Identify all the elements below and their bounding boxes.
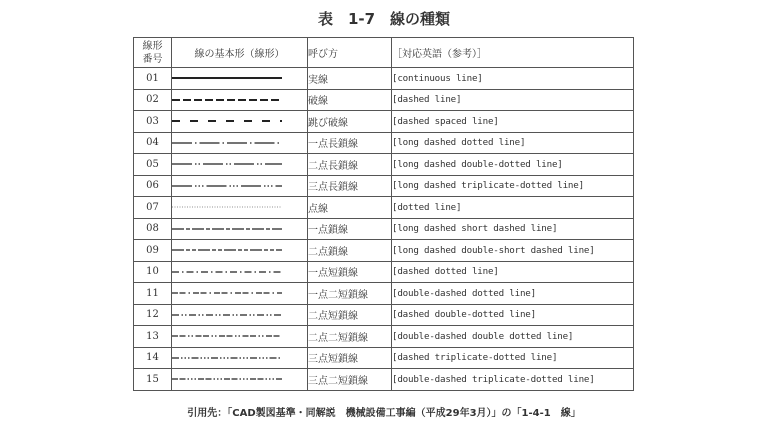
line-sample-cell [172, 68, 308, 90]
table-body [134, 68, 634, 391]
table-header-row [134, 38, 634, 68]
line-sample-graphic [172, 311, 282, 319]
line-sample-cell [172, 326, 308, 348]
line-sample-cell [172, 132, 308, 154]
line-sample-graphic [172, 160, 282, 168]
english-name-cell: [double-dashed double dotted line] [392, 326, 634, 348]
line-name-cell: 実線 [308, 68, 392, 90]
line-number-cell: 10 [134, 261, 172, 283]
line-name-cell: 跳び破線 [308, 111, 392, 133]
header-line-shape: 線の基本形（線形） [172, 38, 308, 68]
english-name-cell: [long dashed short dashed line] [392, 218, 634, 240]
english-name-cell: [dashed double-dotted line] [392, 304, 634, 326]
table-row [134, 326, 634, 348]
line-name-cell: 三点長鎖線 [308, 175, 392, 197]
line-sample-cell [172, 111, 308, 133]
header-line-number-top: 線形 [142, 40, 163, 52]
line-name-cell: 二点短鎖線 [308, 304, 392, 326]
line-number-cell: 04 [134, 132, 172, 154]
line-sample-graphic [172, 74, 282, 82]
table-row [134, 261, 634, 283]
table-row [134, 89, 634, 111]
line-sample-graphic [172, 117, 282, 125]
line-sample-graphic [172, 375, 282, 383]
line-sample-cell [172, 304, 308, 326]
english-name-cell: [dashed spaced line] [392, 111, 634, 133]
page-title: 表 1-7 線の種類 [317, 10, 451, 28]
header-english-name: ［対応英語（参考）］ [392, 38, 634, 68]
english-name-cell: [long dashed double-short dashed line] [392, 240, 634, 262]
line-number-cell: 07 [134, 197, 172, 219]
line-sample-cell [172, 154, 308, 176]
line-sample-graphic [172, 332, 282, 340]
table-row [134, 240, 634, 262]
line-number-cell: 09 [134, 240, 172, 262]
line-sample-graphic [172, 225, 282, 233]
line-sample-cell [172, 175, 308, 197]
line-sample-cell [172, 347, 308, 369]
line-sample-graphic [172, 289, 282, 297]
line-sample-graphic [172, 268, 282, 276]
line-sample-cell [172, 240, 308, 262]
line-sample-cell [172, 197, 308, 219]
line-number-cell: 08 [134, 218, 172, 240]
english-name-cell: [double-dashed dotted line] [392, 283, 634, 305]
line-sample-cell [172, 218, 308, 240]
line-number-cell: 05 [134, 154, 172, 176]
english-name-cell: [double-dashed triplicate-dotted line] [392, 369, 634, 391]
english-name-cell: [long dashed double-dotted line] [392, 154, 634, 176]
line-types-table [133, 37, 634, 391]
line-number-cell: 03 [134, 111, 172, 133]
line-sample-cell [172, 261, 308, 283]
english-name-cell: [continuous line] [392, 68, 634, 90]
source-caption: 引用先：「CAD製図基準・同解説 機械設備工事編（平成29年3月）」の「1-4-1 線」 [187, 408, 581, 419]
table-row [134, 111, 634, 133]
english-name-cell: [dashed dotted line] [392, 261, 634, 283]
line-sample-cell [172, 89, 308, 111]
english-name-cell: [dashed triplicate-dotted line] [392, 347, 634, 369]
line-number-cell: 14 [134, 347, 172, 369]
table-row [134, 304, 634, 326]
table-row [134, 369, 634, 391]
line-name-cell: 一点短鎖線 [308, 261, 392, 283]
line-sample-graphic [172, 96, 282, 104]
line-number-cell: 15 [134, 369, 172, 391]
english-name-cell: [dotted line] [392, 197, 634, 219]
line-number-cell: 12 [134, 304, 172, 326]
header-line-name: 呼び方 [308, 38, 392, 68]
line-number-cell: 02 [134, 89, 172, 111]
header-line-number [134, 38, 172, 68]
table-row [134, 283, 634, 305]
table-row [134, 132, 634, 154]
table-row [134, 175, 634, 197]
line-number-cell: 01 [134, 68, 172, 90]
line-sample-graphic [172, 139, 282, 147]
english-name-cell: [long dashed triplicate-dotted line] [392, 175, 634, 197]
line-number-cell: 13 [134, 326, 172, 348]
line-name-cell: 一点長鎖線 [308, 132, 392, 154]
line-sample-graphic [172, 203, 282, 211]
line-name-cell: 三点短鎖線 [308, 347, 392, 369]
table-row [134, 154, 634, 176]
line-sample-graphic [172, 354, 282, 362]
line-name-cell: 二点二短鎖線 [308, 326, 392, 348]
english-name-cell: [long dashed dotted line] [392, 132, 634, 154]
line-name-cell: 二点鎖線 [308, 240, 392, 262]
line-sample-cell [172, 369, 308, 391]
table-row [134, 218, 634, 240]
header-line-number-bottom: 番号 [142, 53, 163, 65]
english-name-cell: [dashed line] [392, 89, 634, 111]
line-number-cell: 11 [134, 283, 172, 305]
table-row [134, 68, 634, 90]
table-row [134, 347, 634, 369]
line-name-cell: 三点二短鎖線 [308, 369, 392, 391]
table-row [134, 197, 634, 219]
line-name-cell: 一点鎖線 [308, 218, 392, 240]
line-sample-graphic [172, 182, 282, 190]
line-name-cell: 二点長鎖線 [308, 154, 392, 176]
line-sample-graphic [172, 246, 282, 254]
line-sample-cell [172, 283, 308, 305]
line-name-cell: 点線 [308, 197, 392, 219]
line-name-cell: 破線 [308, 89, 392, 111]
line-name-cell: 一点二短鎖線 [308, 283, 392, 305]
line-number-cell: 06 [134, 175, 172, 197]
